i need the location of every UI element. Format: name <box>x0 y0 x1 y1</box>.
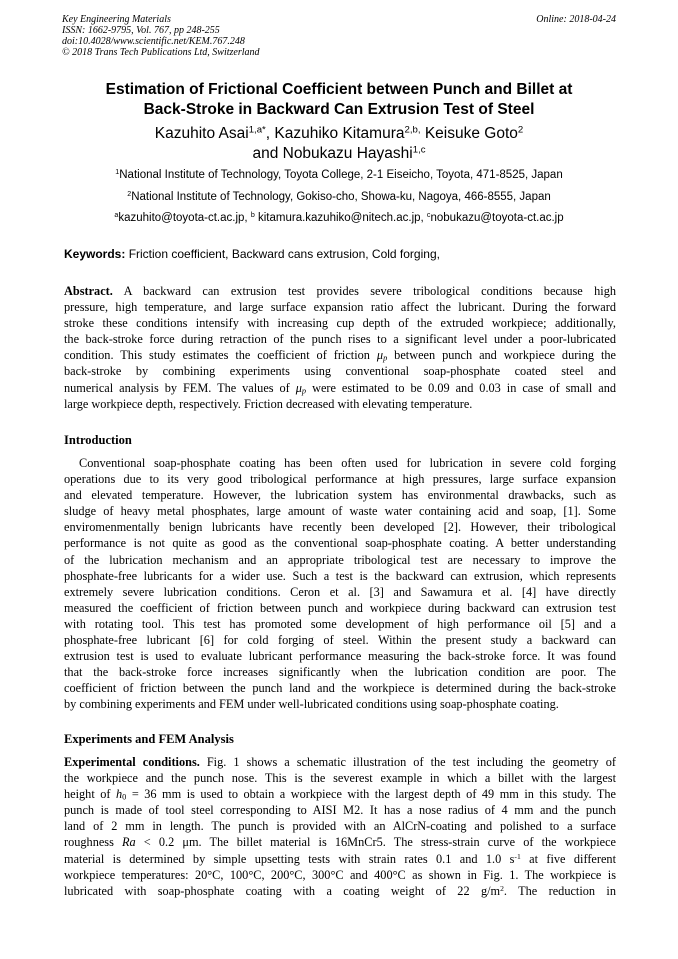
abstract <box>64 283 616 412</box>
exp-text: lubricated with soap-phosphate coating with a coating weight of 22 g/m <box>64 883 501 898</box>
exp-text: < 0.2 μm. The billet material is 16MnCr5. The stress-strain curve of the workpiece <box>135 835 616 850</box>
mu-subscript: p <box>301 386 307 396</box>
intro-line: extrusion test is used to evaluate lubricant performance measuring the back-stroke force. It was found <box>64 649 616 664</box>
affiliation-2-text: National Institute of Technology, Gokiso-cho, Showa-ku, Nagoya, 466-8555, Japan <box>131 191 551 203</box>
author-list <box>62 124 616 164</box>
keywords <box>64 247 616 262</box>
author-asai-affil: 1,a* <box>248 124 266 136</box>
exp-text: = 36 mm is used to obtain a workpiece with the largest depth of 49 mm in this study. The <box>126 787 616 802</box>
abstract-line: pressure, high temperature, and large surface expansion ratio affect the lubricant. During the forward <box>64 300 616 315</box>
intro-line: and elevated temperature. However, the lubrication system has environmental drawbacks, such as <box>64 488 616 503</box>
abstract-line <box>64 283 616 299</box>
intro-line: sludge of heavy metal phosphates, large amount of waste water containing acid and soap, [1]. Some <box>64 504 616 519</box>
intro-line: performance is not quite as good as the conventional soap-phosphate coating. A better understanding <box>64 536 616 551</box>
exp-line <box>64 786 616 802</box>
intro-line: operations due to its very good tribological performance at high pressures, large surface expansion <box>64 472 616 487</box>
intro-line: phosphate-free lubricant [6] for cold forging of steel. Within the present study a backward can <box>64 633 616 648</box>
affiliation-2-marker: 2 <box>127 190 132 199</box>
email-a: kazuhito@toyota-ct.ac.jp, <box>118 212 251 224</box>
paper-title <box>62 80 616 120</box>
intro-line: measured the coefficient of friction between punch and workpiece during backward can extrusion test <box>64 600 616 615</box>
affiliation-2 <box>62 190 616 204</box>
abstract-line: large workpiece depth, respectively. Friction decreased with elevating temperature. <box>64 396 473 411</box>
keywords-label: Keywords: <box>64 247 126 261</box>
intro-line: extremely severe lubrication conditions. Ceron et al. [3] and Sawamura et al. [4] have directly <box>64 584 616 599</box>
email-a-marker: a <box>114 211 119 220</box>
abstract-text: condition. This study estimates the coefficient of friction <box>64 348 377 363</box>
intro-line: enviromenmentally benign lubricants have recently been developed [2]. However, their tribological <box>64 520 616 535</box>
author-hayashi: and Nobukazu Hayashi <box>252 145 413 162</box>
mu-symbol: μ <box>295 380 302 395</box>
title-line-1: Estimation of Frictional Coefficient between Punch and Billet at <box>105 81 573 98</box>
exp-line <box>64 834 616 850</box>
journal-name: Key Engineering Materials <box>62 14 171 25</box>
affiliation-1-marker: 1 <box>115 168 120 177</box>
exp-text: height of <box>64 787 116 802</box>
exp-line <box>64 883 616 899</box>
journal-header <box>62 14 616 58</box>
abstract-line: stroke these conditions intensify with increasing cup depth of the extruded workpiece; additionally, <box>64 316 616 331</box>
abstract-line: the back-stroke force during retraction of the punch rises to a significant level under a poor-lubricated <box>64 332 616 347</box>
introduction-heading: Introduction <box>64 433 132 447</box>
exp-line: land of 2 mm in length. The punch is provided with an AlCrN-coating and polished to a surface <box>64 819 616 834</box>
exp-line <box>64 851 616 867</box>
email-c-marker: c <box>426 211 431 220</box>
email-b: kitamura.kazuhiko@nitech.ac.jp, <box>254 212 427 224</box>
author-kitamura-affil: 2,b, <box>404 124 421 136</box>
exp-subheading: Experimental conditions. <box>64 755 200 769</box>
issn-line: ISSN: 1662-9795, Vol. 767, pp 248-255 <box>62 25 220 36</box>
exp-line <box>64 754 616 770</box>
intro-line: that the back-stroke force increases significantly when the lubrication condition are poor. The <box>64 665 616 680</box>
intro-line: Conventional soap-phosphate coating has been often used for lubrication in severe cold forging <box>79 456 616 470</box>
exp-text: material is determined by simple upsetting tests with strain rates 0.1 and 1.0 s <box>64 851 515 866</box>
doi-line: doi:10.4028/www.scientific.net/KEM.767.248 <box>62 36 245 47</box>
introduction-body <box>64 455 616 713</box>
exp-text: Fig. 1 shows a schematic illustration of the test including the geometry of <box>199 755 616 769</box>
intro-line: phosphate-free lubricants for a wider use. Such a test is the backward can extrusion, which represents <box>64 568 616 583</box>
abstract-label: Abstract. <box>64 284 113 298</box>
email-b-marker: b <box>250 211 255 220</box>
author-goto-affil: 2 <box>517 124 524 136</box>
author-kitamura: , Kazuhiko Kitamura <box>265 125 405 142</box>
affiliation-1-text: National Institute of Technology, Toyota College, 2-1 Eiseicho, Toyota, 471-8525, Japan <box>119 169 563 181</box>
experiments-body <box>64 754 616 899</box>
abstract-line: back-stroke by combining experiments using conventional soap-phosphate coated steel and <box>64 364 616 379</box>
intro-line: by combining experiments and FEM under well-lubricated conditions using soap-phosphate coating. <box>64 697 559 712</box>
email-line <box>62 211 616 225</box>
mu-subscript: p <box>383 354 388 364</box>
abstract-text: between punch and workpiece during the <box>387 348 616 363</box>
abstract-text: were estimated to be 0.09 and 0.03 in case of small and <box>306 380 617 395</box>
affiliation-1 <box>62 168 616 182</box>
exp-line: the workpiece and the punch nose. This is the severest example in which a billet with the largest <box>64 771 616 786</box>
exp-line: workpiece temperatures: 20°C, 100°C, 200°C, 300°C and 400°C as shown in Fig. 1. The workpiece is <box>64 867 616 882</box>
abstract-text: A backward can extrusion test provides severe tribological conditions because high <box>112 284 616 298</box>
author-goto: Keisuke Goto <box>420 125 518 142</box>
area-exponent: 2 <box>500 883 504 893</box>
exp-text: at five different <box>520 851 616 866</box>
keywords-text: Friction coefficient, Backward cans extrusion, Cold forging, <box>125 247 440 261</box>
author-asai: Kazuhito Asai <box>154 125 249 142</box>
authors-line-1 <box>62 124 616 144</box>
abstract-line <box>64 347 616 363</box>
intro-line: with rotating tool. This test has promoted some development of high performance oil [5] and a <box>64 616 616 631</box>
abstract-text: numerical analysis by FEM. The values of <box>64 380 296 395</box>
copyright-line: © 2018 Trans Tech Publications Ltd, Switzerland <box>62 47 260 58</box>
ra-symbol: Ra <box>122 835 136 850</box>
h-subscript: 0 <box>122 792 127 802</box>
exp-text: . The reduction in <box>503 883 616 898</box>
mu-symbol: μ <box>376 348 384 363</box>
online-date: Online: 2018-04-24 <box>536 14 616 25</box>
abstract-line <box>64 380 616 396</box>
h-symbol: h <box>115 787 123 802</box>
strain-rate-exponent: -1 <box>514 851 521 861</box>
exp-text: roughness <box>64 835 122 850</box>
experiments-heading: Experiments and FEM Analysis <box>64 732 234 746</box>
authors-line-2 <box>62 144 616 164</box>
author-hayashi-affil: 1,c <box>412 144 426 156</box>
intro-line: coefficient of friction between the punch land and the workpiece is determined during the back-stroke <box>64 681 616 696</box>
title-line-2: Back-Stroke in Backward Can Extrusion Test of Steel <box>143 101 535 118</box>
intro-line: of the lubrication mechanism and an appropriate tribological test are necessary to improve the <box>64 552 616 567</box>
exp-line: punch is made of tool steel corresponding to AISI M2. It has a nose radius of 4 mm and the punch <box>64 803 616 818</box>
email-c: nobukazu@toyota-ct.ac.jp <box>430 212 564 224</box>
